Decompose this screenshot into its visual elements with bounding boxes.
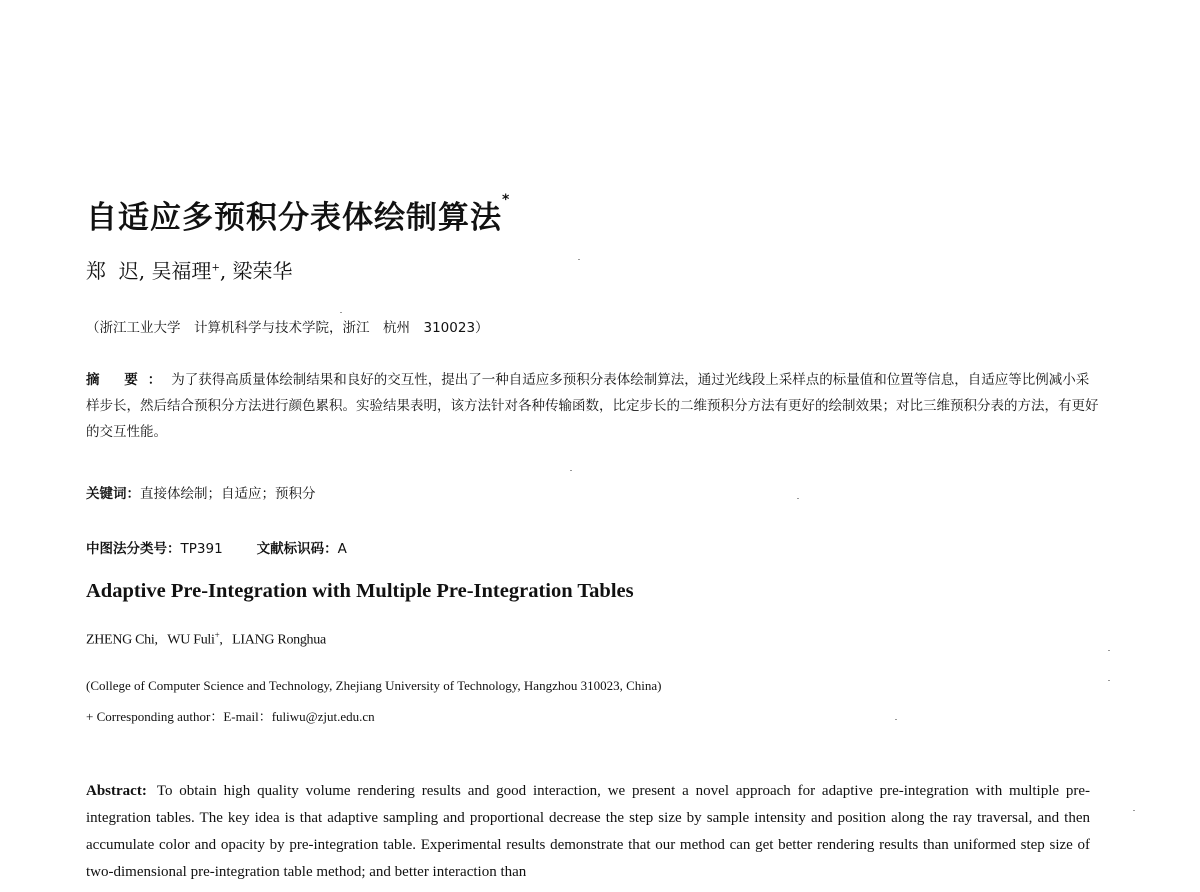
abstract-chinese <box>86 367 1101 445</box>
abstract-label-english: Abstract: <box>86 783 147 799</box>
scan-speck <box>1108 650 1110 651</box>
scan-speck <box>578 259 580 260</box>
title-text: 自适应多预积分表体绘制算法 <box>86 200 502 236</box>
authors-chinese <box>86 255 293 284</box>
scan-speck <box>570 470 572 471</box>
doc-code-label: 文献标识码： <box>256 541 338 557</box>
paper-title-english: Adaptive Pre-Integration with Multiple Pre-Integration Tables <box>86 580 634 602</box>
doc-code-value: A <box>337 541 347 557</box>
abstract-english <box>86 778 1090 886</box>
scan-speck <box>1133 810 1135 811</box>
paper-title-chinese <box>86 192 510 237</box>
author-2: 吴福理 <box>151 259 212 283</box>
author-2-en: WU Fuli <box>167 632 215 648</box>
affiliation-english: (College of Computer Science and Technology, Zhejiang University of Technology, Hangzhou 310023, China) <box>86 678 662 693</box>
scan-speck <box>797 498 799 499</box>
keywords-chinese <box>86 482 316 502</box>
corresponding-author-line: + Corresponding author：E-mail：fuliwu@zjut.edu.cn <box>86 709 375 724</box>
classification-line <box>86 537 347 557</box>
author-separator-1: , <box>138 259 152 283</box>
abstract-label-chinese: 摘 要： <box>86 372 172 388</box>
keywords-label: 关键词： <box>86 486 140 502</box>
corresponding-mark: + <box>211 262 220 274</box>
keywords-text: 直接体绘制；自适应；预积分 <box>140 486 316 502</box>
corresponding-mark-en: + <box>214 630 220 640</box>
author-separator-2: , <box>219 259 233 283</box>
scan-speck <box>1108 680 1110 681</box>
scan-speck <box>340 312 342 313</box>
title-footnote-mark: * <box>502 192 511 208</box>
scan-speck <box>895 719 897 720</box>
affiliation-chinese: （浙江工业大学 计算机科学与技术学院，浙江 杭州 310023） <box>86 320 489 336</box>
author-1-en: ZHENG Chi, <box>86 632 158 648</box>
abstract-text-chinese: 为了获得高质量体绘制结果和良好的交互性，提出了一种自适应多预积分表体绘制算法，通过光线段上采样点的标量值和位置等信息，自适应等比例减小采样步长，然后结合预积分方法进行颜色累积。实验结果表明，该方法针对各种传输函数，比定步长的二维预积分方法有更好的绘制效果；对比三维预积分表的方法，有更好的交互性能。 <box>86 372 1099 440</box>
author-3: 梁荣华 <box>232 259 293 283</box>
abstract-text-english: To obtain high quality volume rendering results and good interaction, we present a novel approach for adaptive pre-integration with multiple pre-integration tables. The key idea is that adaptive sampling and proportional decrease the step size by sample intensity and position along the ray traversal, and then accumulate color and opacity by pre-integration table. Experimental results demonstrate that our method can get better rendering results than uniformed step size of two-dimensional pre-integration table method; and better interaction than <box>86 783 1090 880</box>
author-1: 郑 迟 <box>86 259 139 283</box>
authors-english <box>86 630 326 649</box>
clc-label: 中图法分类号： <box>86 541 181 557</box>
author-3-en: , LIANG Ronghua <box>219 632 326 648</box>
clc-value: TP391 <box>180 541 223 557</box>
